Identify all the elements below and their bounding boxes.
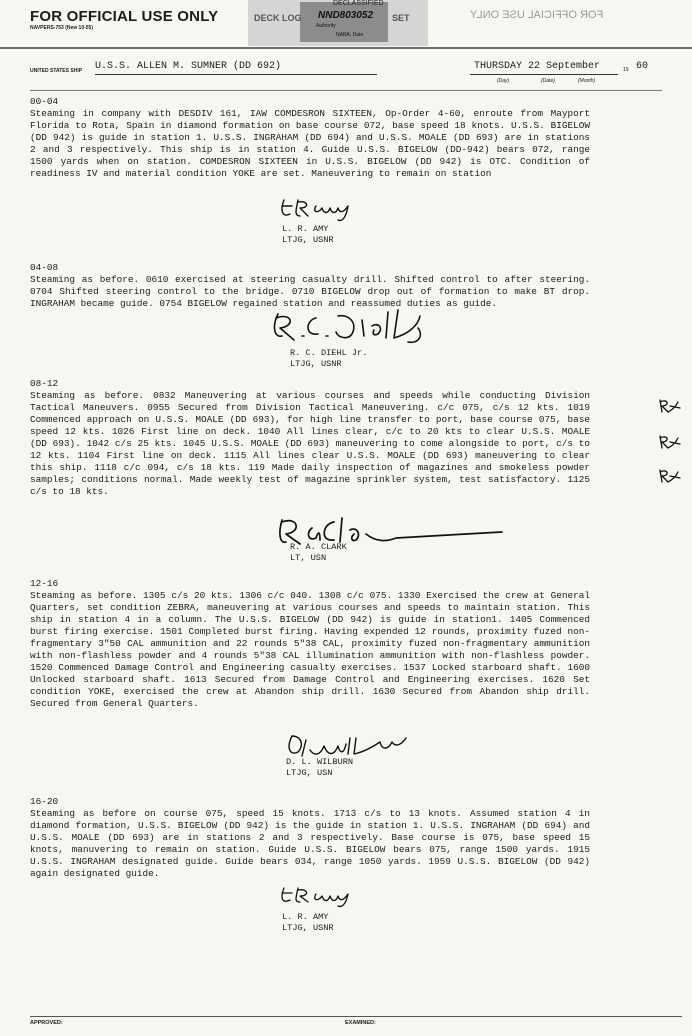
entry-text: Steaming as before. 1305 c/s 20 kts. 1306 c/c 040. 1308 c/c 075. 1330 Exercised the crew at General Quarters, set condition ZEBRA, maneuvering at various courses and speeds to maintain station. This ship in station 4 in a column. The U.S.S. BIGELOW (DD 942) is guide in station1. 1405 Commenced burst firing exercise. 1501 Completed burst firing. Having expended 12 rounds, proximity fuzed non-fragmentary 3"50 CAL ammunition and 22 rounds 5"38 CAL, proximity fuzed non-fragmentary ammunition with non-flashless powder and 4 rounds 5"38 CAL illumination ammunition with non-flashless powder. 1520 Commenced Damage Control and Engineering casualty exercises. 1537 Locked starboard shaft. 1600 Unlocked starboard shaft. 1613 Secured from Damage Control and Engineering exercises. 1620 Set condition YOKE, exercised the crew at Abandon ship drill. 1630 Secured from Abandon ship drill. Secured from General Quarters. xyxy=(30,590,590,709)
signer-rank: LTJG, USNR xyxy=(290,359,342,369)
signature-scribble xyxy=(278,884,368,910)
stamp-authority-label: Authority xyxy=(316,23,336,29)
form-number: NAVPERS-753 (New 10-55) xyxy=(30,25,93,31)
approved-label: APPROVED: xyxy=(30,1020,63,1026)
signer-name: R. A. CLARK xyxy=(290,542,347,552)
log-entry-16-20 xyxy=(30,796,590,880)
entry-text: Steaming in company with DESDIV 161, IAW COMDESRON SIXTEEN, Op-Order 4-60, enroute from Mayport Florida to Rota, Spain in diamond formation on base course 072, base speed 18 knots. U.S.S. BIGELOW (DD 942) is guide in station 1. U.S.S. INGRAHAM (DD 694) and U.S.S. MOALE (DD 693) are in stations 2 and 3 respectively. This ship is in station 4. Guide U.S.S. BIGELOW (DD-942) bears 072, range 1500 yards when on station. COMDESRON SIXTEEN in U.S.S. BIGELOW (DD 942) is OTC. Condition of readiness IV and material condition YOKE are set. Maneuvering to remain on station xyxy=(30,108,590,179)
stamp-authority-number: NND803052 xyxy=(318,10,374,21)
signature-block xyxy=(286,757,353,779)
entry-text: Steaming as before. 0610 exercised at steering casualty drill. Shifted control to after steering. 0704 Shifted steering control to the bridge. 0710 BIGELOW drop out of formation to make BT drop. INGRAHAM became guide. 0754 BIGELOW regained station and reassumed duties as guide. xyxy=(30,274,590,309)
margin-initials xyxy=(656,392,686,492)
watch-label: 12-16 xyxy=(30,578,59,589)
signature-block xyxy=(282,912,334,934)
signature-block xyxy=(290,348,367,370)
stamp-nara: NARA, Date xyxy=(336,32,364,38)
examined-label: EXAMINED: xyxy=(345,1020,376,1026)
signature-scribble xyxy=(278,196,368,224)
stamp-left-fragment: DECK LOG xyxy=(254,13,302,23)
ship-name: U.S.S. ALLEN M. SUMNER (DD 692) xyxy=(95,61,282,72)
log-entry-12-16 xyxy=(30,578,590,710)
stamp-declassified: DECLASSIFIED xyxy=(333,0,384,7)
log-entry-00-04 xyxy=(30,96,590,180)
signer-rank: LTJG, USNR xyxy=(282,923,334,933)
entry-text: Steaming as before. 0832 Maneuvering at various courses and speeds while conducting Division Tactical Maneuvers. 0955 Secured from Division Tactical Maneuvering. c/c 075, c/s 12 kts. 1019 Commenced approach on U.S.S. MOALE (DD 693), for high line transfer to port, base course 075, base speed 12 kts. 1026 First line on deck. 1040 All lines clear, c/c to 20 kts to clear U.S.S. MOALE (DD 693). 1042 c/s 25 kts. 1045 U.S.S. MOALE (DD 693) maneuvering to come alongside to port, c/s to 12 kts. 1104 First line on deck. 1115 All lines clear U.S.S. MOALE (DD 693) maneuvering to clear this ship. 1118 c/c 094, c/s 18 kts. 119 Made daily inspection of magazines and smokeless powder samples; conditions normal. Made weekly test of magazine sprinkler system, test satisfactory. 1125 c/s to 18 kts. xyxy=(30,390,590,497)
header-divider xyxy=(0,47,692,49)
label-month: (Month) xyxy=(578,78,596,84)
watch-label: 16-20 xyxy=(30,796,59,807)
signer-rank: LT, USN xyxy=(290,553,327,563)
watch-label: 00-04 xyxy=(30,96,59,107)
stamp-right-fragment: SET xyxy=(392,13,410,23)
signature-scribble xyxy=(268,306,448,348)
date-underline xyxy=(470,74,618,75)
signature-scribble xyxy=(284,730,414,760)
label-day: (Day) xyxy=(497,78,510,84)
signer-name: L. R. AMY xyxy=(282,224,329,234)
label-date: (Date) xyxy=(541,78,555,84)
footer-divider xyxy=(30,1016,682,1017)
ship-name-underline xyxy=(95,74,377,75)
body-divider xyxy=(30,90,662,91)
signer-name: L. R. AMY xyxy=(282,912,329,922)
log-entry-08-12 xyxy=(30,378,590,498)
signer-name: R. C. DIEHL Jr. xyxy=(290,348,368,358)
ship-label: UNITED STATES SHIP xyxy=(30,68,83,74)
log-date: THURSDAY 22 September xyxy=(474,61,601,72)
signer-rank: LTJG, USNR xyxy=(282,235,334,245)
signature-block xyxy=(290,542,347,564)
year-prefix: 19 xyxy=(623,67,629,73)
signature-block xyxy=(282,224,334,246)
watch-label: 08-12 xyxy=(30,378,59,389)
signer-rank: LTJG, USN xyxy=(286,768,333,778)
signer-name: D. L. WILBURN xyxy=(286,757,354,767)
header-title: FOR OFFICIAL USE ONLY xyxy=(30,8,219,25)
year-value: 60 xyxy=(636,61,649,72)
bleed-through-mirrored-text: FOR OFFICIAL USE ONLY xyxy=(470,9,604,21)
log-entry-04-08 xyxy=(30,262,590,310)
entry-text: Steaming as before on course 075, speed 15 knots. 1713 c/s to 13 knots. Assumed station 4 in diamond formation, U.S.S. BIGELOW (DD 942) is the guide in station 1. U.S.S. INGRAHAM (DD 694) and U.S.S. MOALE (DD 693) are in stations 2 and 3 respectively. Base course is 075, base speed 15 knots, manuvering to remain on station. Guide U.S.S. BIGELOW bears 075, range 1500 yards. 1915 U.S.S. INGRAHAM designated guide. Guide bears 034, range 1050 yards. 1959 U.S.S. BIGELOW (DD 942) again designated guide. xyxy=(30,808,590,879)
watch-label: 04-08 xyxy=(30,262,59,273)
